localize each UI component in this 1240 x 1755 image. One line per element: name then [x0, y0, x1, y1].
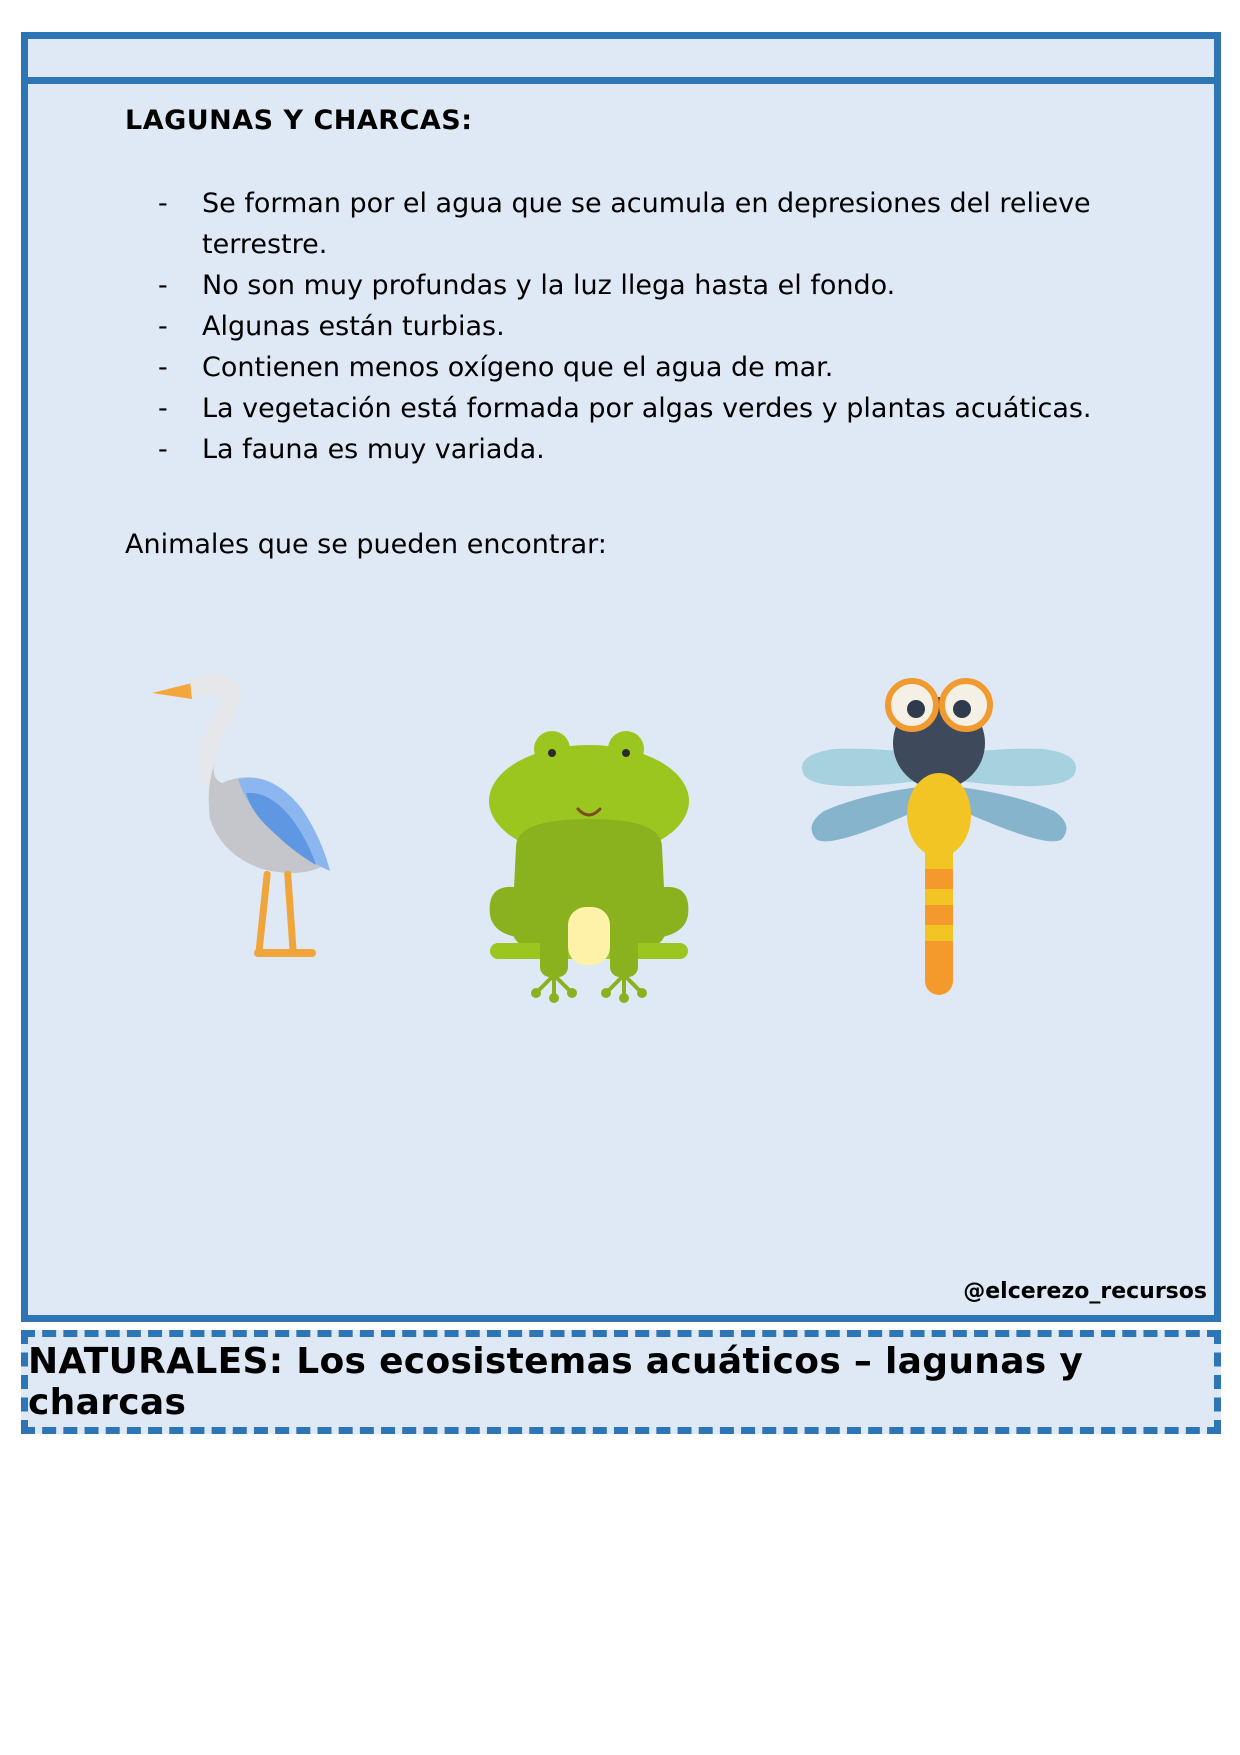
bullet-dash: - — [158, 393, 168, 424]
frog-icon — [486, 719, 696, 1009]
list-item — [158, 265, 1118, 306]
content-card — [21, 32, 1221, 1322]
list-item — [158, 388, 1118, 429]
footer-title: NATURALES: Los ecosistemas acuáticos – lagunas y charcas — [28, 1341, 1084, 1423]
bullet-dash: - — [158, 270, 168, 301]
author-credit: @elcerezo_recursos — [963, 1279, 1207, 1304]
dragonfly-icon — [794, 675, 1084, 1005]
bullet-text: La vegetación está formada por algas verdes y plantas acuáticas. — [202, 393, 1092, 424]
list-item — [158, 183, 1118, 265]
section-title: LAGUNAS Y CHARCAS: — [125, 105, 473, 136]
bullet-dash: - — [158, 311, 168, 342]
bullet-dash: - — [158, 352, 168, 383]
bullet-text: Contienen menos oxígeno que el agua de mar. — [202, 352, 834, 383]
bullet-text: La fauna es muy variada. — [202, 434, 545, 465]
list-item — [158, 306, 1118, 347]
bullet-dash: - — [158, 188, 168, 219]
list-item — [158, 429, 1118, 470]
list-item — [158, 347, 1118, 388]
bullet-dash: - — [158, 434, 168, 465]
animals-heading: Animales que se pueden encontrar: — [125, 529, 607, 560]
top-bar — [28, 39, 1214, 84]
bullet-list — [158, 183, 1118, 470]
bullet-text: Algunas están turbias. — [202, 311, 505, 342]
footer-banner — [21, 1330, 1221, 1434]
bullet-text: Se forman por el agua que se acumula en depresiones del relieve terrestre. — [202, 188, 1091, 260]
bullet-text: No son muy profundas y la luz llega hasta el fondo. — [202, 270, 896, 301]
heron-icon — [152, 659, 372, 989]
